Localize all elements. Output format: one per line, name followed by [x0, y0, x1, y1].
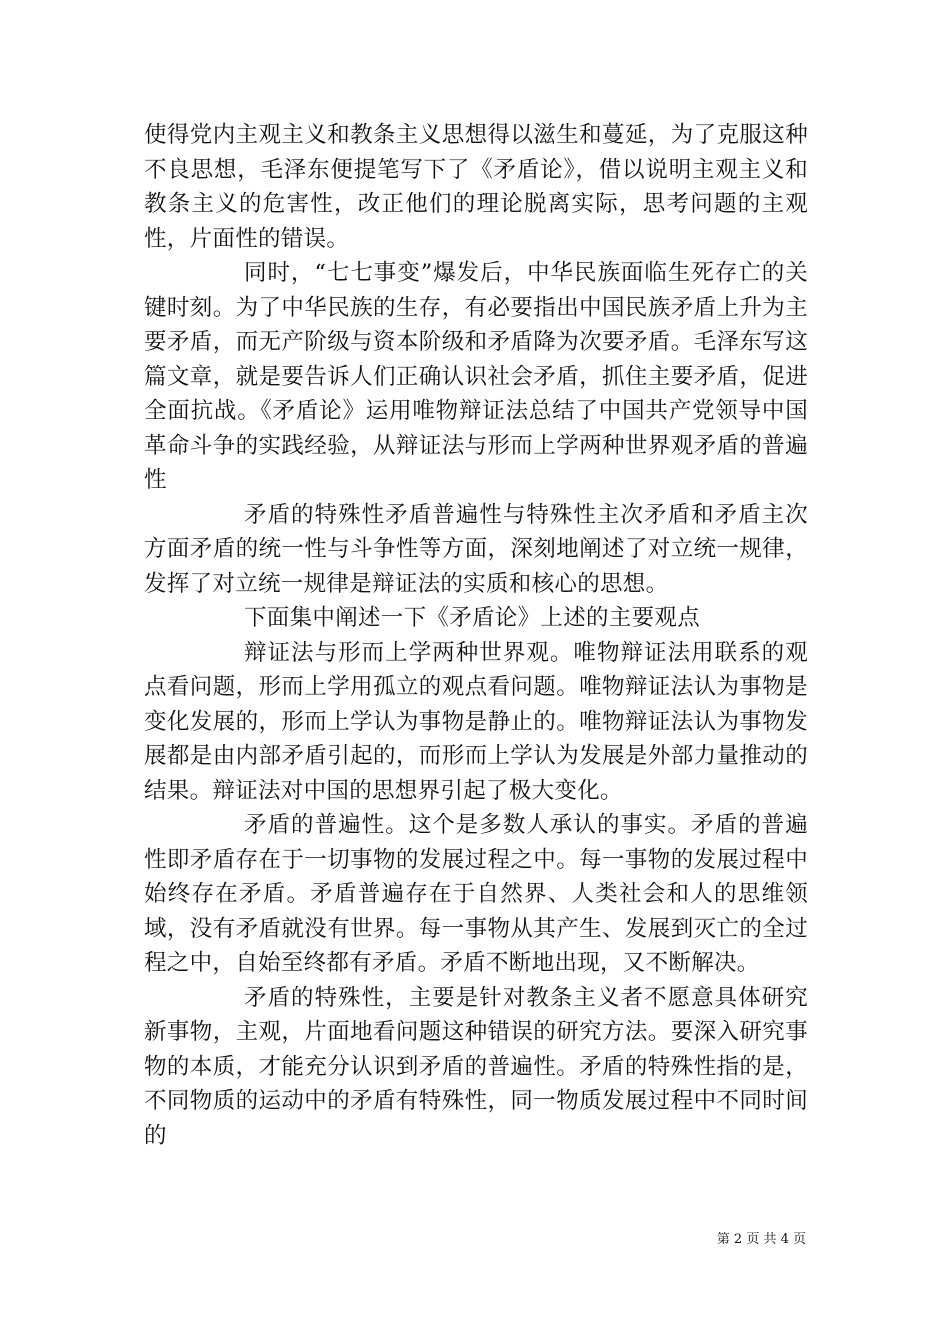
paragraph-continuation: 使得党内主观主义和教条主义思想得以滋生和蔓延，为了克服这种不良思想，毛泽东便提笔写下了《矛盾论》，借以说明主观主义和教条主义的危害性，改正他们的理论脱离实际，思考问题的主观性，片面性的错误。 [144, 122, 808, 252]
paragraph-particularity-overview: 矛盾的特殊性矛盾普遍性与特殊性主次矛盾和矛盾主次方面矛盾的统一性与斗争性等方面，深刻地阐述了对立统一规律，发挥了对立统一规律是辩证法的实质和核心的思想。 [144, 501, 808, 597]
document-body [144, 118, 808, 1153]
paragraph-dialectics-vs-metaphysics: 辩证法与形而上学两种世界观。唯物辩证法用联系的观点看问题，形而上学用孤立的观点看问题。唯物辩证法认为事物是变化发展的，形而上学认为事物是静止的。唯物辩证法认为事物发展都是由内部矛盾引起的，而形而上学认为发展是外部力量推动的结果。辩证法对中国的思想界引起了极大变化。 [144, 639, 808, 804]
paragraph-particularity: 矛盾的特殊性，主要是针对教条主义者不愿意具体研究新事物，主观，片面地看问题这种错误的研究方法。要深入研究事物的本质，才能充分认识到矛盾的普遍性。矛盾的特殊性指的是，不同物质的运动中的矛盾有特殊性，同一物质发展过程中不同时间的 [144, 984, 808, 1149]
paragraph-intro-main-points: 下面集中阐述一下《矛盾论》上述的主要观点 [244, 605, 701, 631]
page-number-footer: 第 2 页 共 4 页 [716, 1232, 806, 1247]
paragraph-historical-context: 同时，“七七事变”爆发后，中华民族面临生死存亡的关键时刻。为了中华民族的生存，有必要指出中国民族矛盾上升为主要矛盾，而无产阶级与资本阶级和矛盾降为次要矛盾。毛泽东写这篇文章，就是要告诉人们正确认识社会矛盾，抓住主要矛盾，促进全面抗战。《矛盾论》运用唯物辩证法总结了中国共产党领导中国革命斗争的实践经验，从辩证法与形而上学两种世界观矛盾的普遍性 [144, 260, 808, 493]
paragraph-universality: 矛盾的普遍性。这个是多数人承认的事实。矛盾的普遍性即矛盾存在于一切事物的发展过程之中。每一事物的发展过程中始终存在矛盾。矛盾普遍存在于自然界、人类社会和人的思维领域，没有矛盾就没有世界。每一事物从其产生、发展到灭亡的全过程之中，自始至终都有矛盾。矛盾不断地出现，又不断解决。 [144, 812, 808, 976]
